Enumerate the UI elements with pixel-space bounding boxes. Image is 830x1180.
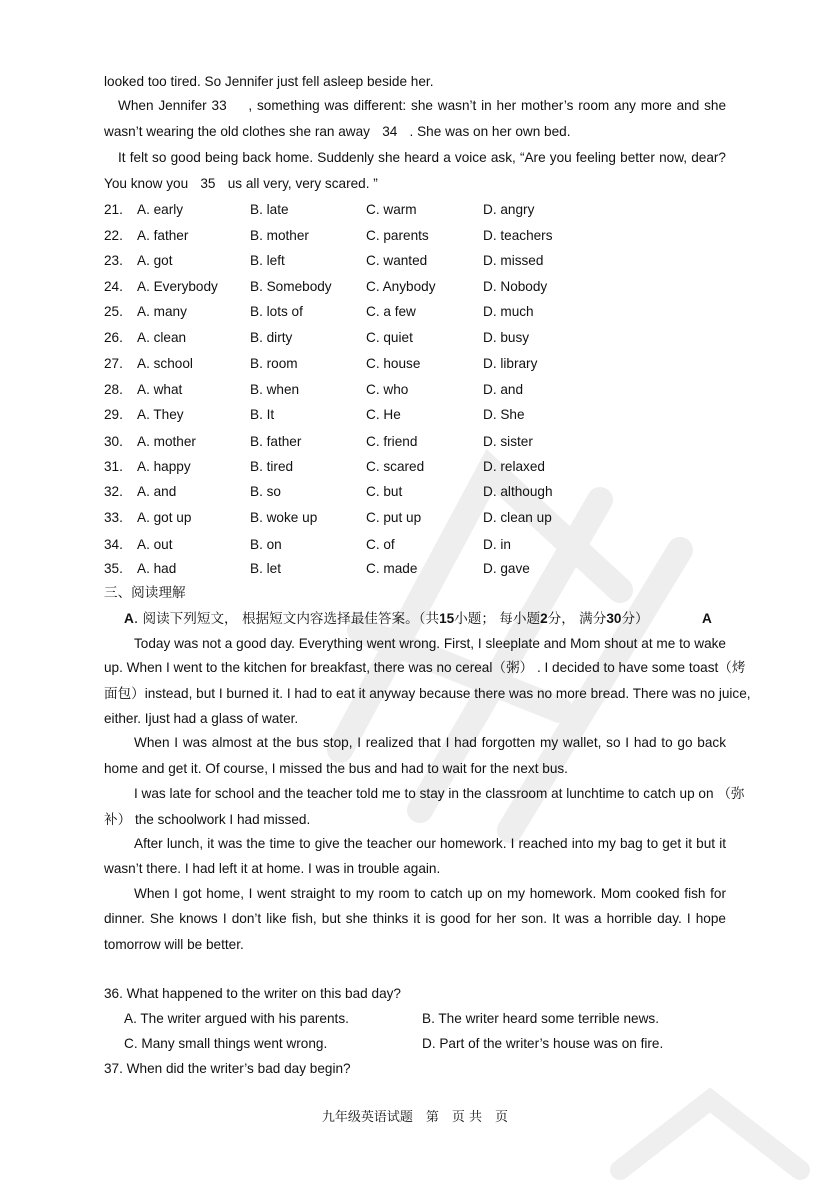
question-37: 37. When did the writer’s bad day begin? xyxy=(104,1061,351,1076)
story-text: us all very, very scared. ” xyxy=(227,176,378,191)
question-number: 28. xyxy=(104,382,123,397)
question-number: 30. xyxy=(104,434,123,449)
question-number: 32. xyxy=(104,484,123,499)
instr-count: 15 xyxy=(439,611,455,626)
watermark-corner xyxy=(600,1080,820,1180)
cloze-question-row xyxy=(104,227,664,245)
cloze-question-row xyxy=(104,201,664,219)
option-b[interactable]: B. dirty xyxy=(250,330,293,345)
option-a[interactable]: A. out xyxy=(137,537,173,552)
cloze-question-row xyxy=(104,252,664,270)
option-d[interactable]: D. sister xyxy=(483,434,533,449)
cloze-question-row xyxy=(104,433,664,451)
question-number: 23. xyxy=(104,253,123,268)
question-number: 29. xyxy=(104,407,123,422)
option-c[interactable]: C. scared xyxy=(366,459,425,474)
option-d[interactable]: D. angry xyxy=(483,202,535,217)
option-b[interactable]: B. tired xyxy=(250,459,294,474)
option-b[interactable]: B. on xyxy=(250,537,282,552)
option-a[interactable]: A. got up xyxy=(137,510,192,525)
passage-label xyxy=(702,610,712,628)
question-number: 27. xyxy=(104,356,123,371)
option-a[interactable]: A. mother xyxy=(137,434,196,449)
option-d[interactable]: D. missed xyxy=(483,253,544,268)
option-b[interactable]: B. mother xyxy=(250,228,309,243)
option-c[interactable]: C. house xyxy=(366,356,421,371)
option-a[interactable]: A. happy xyxy=(137,459,191,474)
instr-text: . 阅读下列短文， 根据短文内容选择最佳答案。（共 xyxy=(133,611,440,627)
passage-line: After lunch, it was the time to give the teacher our homework. I reached into my bag to get it but it xyxy=(134,836,726,851)
option-a[interactable]: A. and xyxy=(137,484,177,499)
option-d[interactable]: D. busy xyxy=(483,330,530,345)
option-a[interactable]: A. clean xyxy=(137,330,187,345)
option-b[interactable]: B. late xyxy=(250,202,289,217)
q36-option-c[interactable]: C. Many small things went wrong. xyxy=(124,1036,328,1051)
option-d[interactable]: D. much xyxy=(483,304,534,319)
passage-line: wasn’t there. I had left it at home. I was in trouble again. xyxy=(104,861,441,876)
option-c[interactable]: C. He xyxy=(366,407,401,422)
story-text: When Jennifer xyxy=(118,98,207,113)
option-b[interactable]: B. when xyxy=(250,382,300,397)
passage-line: dinner. She knows I don’t like fish, but she thinks it is good for her son. It was a horrible day. I hope xyxy=(104,911,726,926)
passage-line: up. When I went to the kitchen for breakfast, there was no cereal（粥） . I decided to have some toast（烤 xyxy=(104,660,746,675)
section-instructions xyxy=(124,610,649,628)
question-number: 22. xyxy=(104,228,123,243)
option-a[interactable]: A. father xyxy=(137,228,189,243)
passage-line: 补） the schoolwork I had missed. xyxy=(104,812,311,827)
option-a[interactable]: A. many xyxy=(137,304,187,319)
option-b[interactable]: B. room xyxy=(250,356,298,371)
passage-line: When I got home, I went straight to my room to catch up on my homework. Mom cooked fish for xyxy=(134,886,726,901)
question-number: 33. xyxy=(104,510,123,525)
option-c[interactable]: C. who xyxy=(366,382,409,397)
option-b[interactable]: B. Somebody xyxy=(250,279,332,294)
blank-33: 33 xyxy=(211,98,227,113)
question-number: 25. xyxy=(104,304,123,319)
page-footer: 九年级英语试题 第 页 共 页 xyxy=(321,1110,509,1125)
option-a[interactable]: A. Everybody xyxy=(137,279,218,294)
option-d[interactable]: D. in xyxy=(483,537,511,552)
cloze-question-row xyxy=(104,483,664,501)
option-c[interactable]: C. of xyxy=(366,537,395,552)
option-b[interactable]: B. father xyxy=(250,434,302,449)
q36-option-d[interactable]: D. Part of the writer’s house was on fire. xyxy=(422,1036,664,1051)
option-a[interactable]: A. what xyxy=(137,382,183,397)
question-number: 35. xyxy=(104,561,123,576)
cloze-question-row xyxy=(104,381,664,399)
option-d[interactable]: D. library xyxy=(483,356,538,371)
option-d[interactable]: D. teachers xyxy=(483,228,553,243)
story-text: You know you xyxy=(104,176,189,191)
instr-points: 2 xyxy=(540,611,548,626)
option-d[interactable]: D. gave xyxy=(483,561,530,576)
option-d[interactable]: D. She xyxy=(483,407,525,422)
option-b[interactable]: B. lots of xyxy=(250,304,303,319)
cloze-question-row xyxy=(104,458,664,476)
option-b[interactable]: B. so xyxy=(250,484,281,499)
option-c[interactable]: C. but xyxy=(366,484,403,499)
passage-line: 面包）instead, but I burned it. I had to eat it anyway because there was no more bread. There was no juice, xyxy=(104,686,751,701)
instr-text: 分， 满分 xyxy=(547,611,607,627)
story-line-4: It felt so good being back home. Suddenly she heard a voice ask, “Are you feeling better now, dear? xyxy=(118,150,726,165)
option-c[interactable]: C. Anybody xyxy=(366,279,436,294)
question-36: 36. What happened to the writer on this bad day? xyxy=(104,986,401,1001)
option-a[interactable]: A. got xyxy=(137,253,173,268)
story-line-3 xyxy=(104,123,571,141)
option-a[interactable]: A. They xyxy=(137,407,184,422)
passage-line: tomorrow will be better. xyxy=(104,937,244,952)
option-b[interactable]: B. woke up xyxy=(250,510,318,525)
instr-text: 分） xyxy=(621,611,649,627)
option-c[interactable]: C. put up xyxy=(366,510,422,525)
passage-line: either. Ijust had a glass of water. xyxy=(104,711,299,726)
question-number: 24. xyxy=(104,279,123,294)
blank-34: 34 xyxy=(382,124,398,139)
instr-text: 小题； 每小题 xyxy=(454,611,541,627)
option-b[interactable]: B. left xyxy=(250,253,285,268)
cloze-question-row xyxy=(104,303,664,321)
cloze-question-row xyxy=(104,406,664,424)
option-a[interactable]: A. had xyxy=(137,561,177,576)
section-title: 三、阅读理解 xyxy=(104,585,186,601)
option-c[interactable]: C. wanted xyxy=(366,253,428,268)
option-c[interactable]: C. parents xyxy=(366,228,429,243)
instr-letter: A xyxy=(124,611,134,626)
cloze-question-row xyxy=(104,278,664,296)
option-b[interactable]: B. let xyxy=(250,561,281,576)
option-d[interactable]: D. clean up xyxy=(483,510,552,525)
story-line-2 xyxy=(118,97,726,115)
option-c[interactable]: C. made xyxy=(366,561,418,576)
q36-option-b[interactable]: B. The writer heard some terrible news. xyxy=(422,1011,659,1026)
cloze-question-row xyxy=(104,509,664,527)
option-c[interactable]: C. friend xyxy=(366,434,418,449)
passage-line: I was late for school and the teacher told me to stay in the classroom at lunchtime to catch up on （弥 xyxy=(134,786,745,801)
story-line-5 xyxy=(104,175,378,193)
story-text: , something was different: she wasn’t in her mother’s room any more and she xyxy=(248,98,727,113)
option-c[interactable]: C. quiet xyxy=(366,330,413,345)
question-number: 26. xyxy=(104,330,123,345)
option-d[interactable]: D. relaxed xyxy=(483,459,545,474)
option-d[interactable]: D. Nobody xyxy=(483,279,548,294)
option-d[interactable]: D. and xyxy=(483,382,524,397)
cloze-question-row xyxy=(104,329,664,347)
option-b[interactable]: B. It xyxy=(250,407,275,422)
blank-35: 35 xyxy=(200,176,216,191)
passage-letter: A xyxy=(702,611,712,626)
q36-option-a[interactable]: A. The writer argued with his parents. xyxy=(124,1011,349,1026)
passage-line: Today was not a good day. Everything went wrong. First, I sleeplate and Mom shout at me to wake xyxy=(134,636,726,651)
story-line-1: looked too tired. So Jennifer just fell asleep beside her. xyxy=(104,74,434,89)
passage-line: When I was almost at the bus stop, I realized that I had forgotten my wallet, so I had to go back xyxy=(134,735,726,750)
option-c[interactable]: C. a few xyxy=(366,304,416,319)
option-c[interactable]: C. warm xyxy=(366,202,417,217)
cloze-question-row xyxy=(104,536,664,554)
option-a[interactable]: A. school xyxy=(137,356,193,371)
question-number: 31. xyxy=(104,459,123,474)
cloze-question-row xyxy=(104,560,664,578)
cloze-question-row xyxy=(104,355,664,373)
story-text: wasn’t wearing the old clothes she ran away xyxy=(104,124,370,139)
option-a[interactable]: A. early xyxy=(137,202,184,217)
option-d[interactable]: D. although xyxy=(483,484,553,499)
story-text: . She was on her own bed. xyxy=(409,124,571,139)
passage-line: home and get it. Of course, I missed the bus and had to wait for the next bus. xyxy=(104,761,568,776)
question-number: 21. xyxy=(104,202,123,217)
question-number: 34. xyxy=(104,537,123,552)
instr-total: 30 xyxy=(606,611,622,626)
